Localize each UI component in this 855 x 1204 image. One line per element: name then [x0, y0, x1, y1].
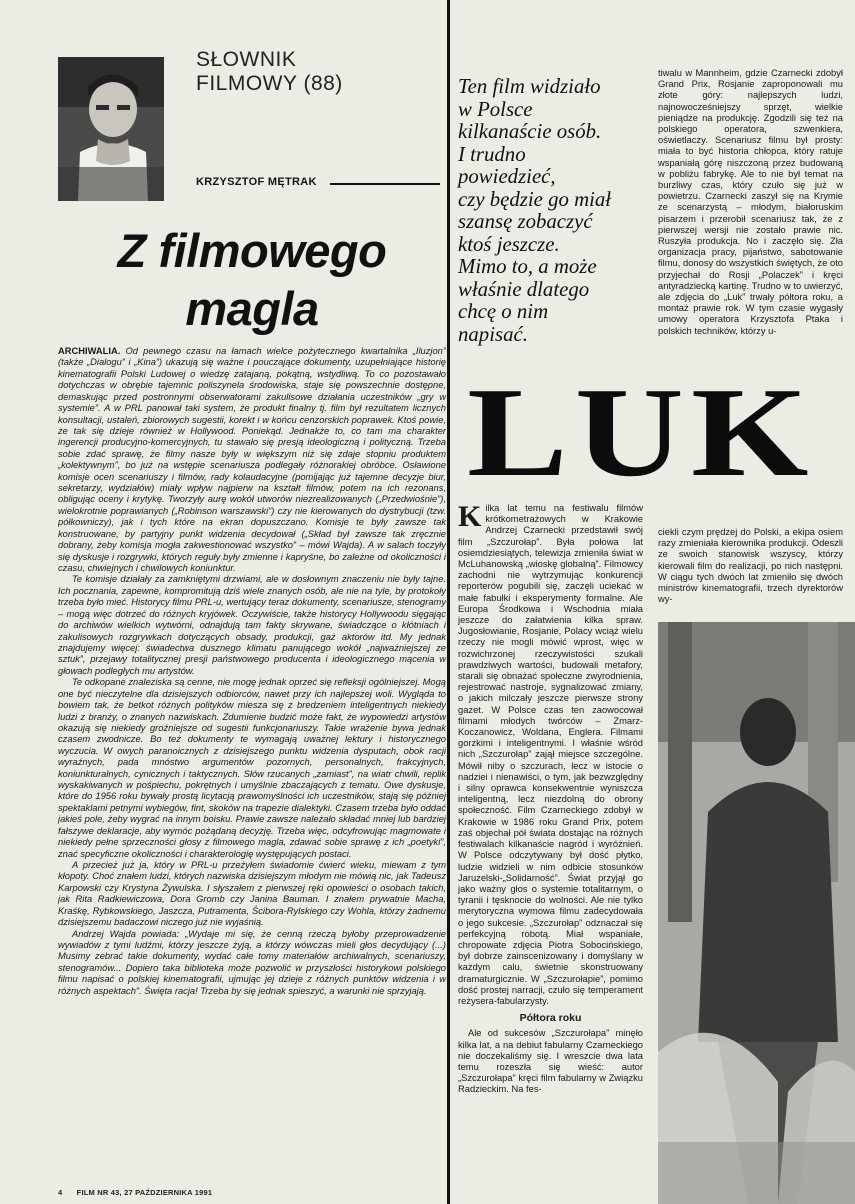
series-line-2: FILMOWY (88) [196, 72, 343, 95]
title-line-2: magla [185, 282, 319, 335]
series-heading [196, 48, 343, 96]
luk-column-top-right: tiwalu w Mannheim, gdzie Czarnecki zdobył Grand Prix, Rosjanie zaproponowali mu złote góry: najlepszych ludzi, najnowocześniejszy sprzęt, wielkie pieniądze na produkcję. Zgodzili się też na polskiego operatora, szwenkiera, oświetlaczy. Scenariusz filmu był prosty: miała to być historia chłopca, który ratuje wspaniałą górę niszczoną przez budowaną w pobliżu fabrykę. Ale to nie był temat na burzliwy czas, który czuło się już w powietrzu. Czarnecki zaszył się na Krymie ze scenarzystą – młodym, białoruskim pisarzem i przerobił scenariusz tak, że z pierwszej wersji nie zostało prawie nic. Ruszyła produkcja. No i zaczęło się. Zła organizacja pracy, pijaństwo, sabotowanie filmu, donosy do wszystkich świętych, że oto przyjechał do Rosji „Polaczek” i kręci antyradziecką kartinę. Trudno w to uwierzyć, ale zdjęcia do „Luk” trwały półtora roku, a montaż prawie rok. W tym czasie wygasły umowy operatora Krzysztofa Ptaka i polskich techników, którzy u- [658, 68, 843, 336]
article-paragraph: Te odkopane znaleziska są cenne, nie mogę jednak oprzeć się refleksji ogólniejszej. Mogą one być nieczytelne dla dzisiejszych odbiorców, nawet przy ich najlepszej woli. Wygląda to bowiem tak, że betkot różnych polityków miesza się z bredzeniem inteligentnych niekiedy ludzi z branży, o znanych nazwiskach. Zdumienie budzić może fakt, że wypowiedzi artystów okazują się niekiedy groźniejsze od sugestii funkcjonariuszy. Takie wrażenie bywa jednak czasem zwodnicze. Bo też dokumenty te wymagają uważnej lektury i historycznego wyczucia. W owych paranoicznych z dzisiejszego punktu widzenia dysputach, obok racji wyraźnych, pada mnóstwo argumentów pozornych, personalnych, frakcyjnych, koniunkturalnych, cynicznych i taktycznych. Słów rzucanych „zamiast”, na wiatr chwili, replik wyskakiwanych w pośpiechu, pokrętnych i umyślnie zbaczających z tematu. Owe dyskusje, które do 1956 roku bywały prostą licytacją prawomyślności ich uczestników, stają się później spektaklami petnymi wybiegów, fint, skoków na trapezie dialektyki. Czasem trzeba było oddać jakieś pole, żeby wygrać na innym boisku. Prawie zawsze należało składać mniej lub bardziej fałszywe deklaracje, aby wymóc pożądaną decyzję. Trzeba więc, odcyfrowując magmowate i niekiedy pełne sprzeczności głosy z filmowego magla, zdawać sobie sprawę z ich „poetyki”, znać specyficzne okoliczności i charakterologię występujących postaci. [58, 677, 446, 859]
pull-quote-line: w Polsce [458, 97, 533, 121]
pull-quote-line: kilkanaście osób. [458, 120, 602, 143]
page-footer [58, 1188, 212, 1197]
pull-quote-line: napisać. [458, 322, 528, 346]
page-number: 4 [58, 1188, 63, 1197]
dropcap: K [458, 503, 482, 533]
author-byline: KRZYSZTOF MĘTRAK [196, 176, 317, 188]
pull-quote-line: właśnie dlatego [458, 277, 590, 301]
issue-info: FILM NR 43, 27 PAŹDZIERNIKA 1991 [76, 1188, 213, 1197]
article-paragraph: Te komisje działały za zamkniętymi drzwiami, ale w dosłownym znaczeniu nie były tajne. Ich pocznania, zapewne, kompromitują dziś wiele znanych osób, ale nie na tyle, by protokoły trzeba było mieć. Historycy filmu PRL-u, wertujący teraz dokumenty, scenariusze, stenogramy – mogą więc dotrzeć do różnych kryjówek. Oczywiście, także historycy Hollywoodu sięgając do archiwów wielkich wytwórni, odnajdują tam fakty skrywane, świadczące o kłótniach i zakulisowych rozgrywkach dotyczących obsady, produkcji, gaż aktorów itd. My jednak znajdujemy więcej: świadectwa dusznego klimatu panującego wokół „najważniejszej ze sztuk”, przejawy totalitycznej presji państwowego producenta i ideologicznego mącenia w głowach podległych mu artystów. [58, 574, 446, 676]
article-paragraph: A przecież już ja, który w PRL-u przeżyłem świadomie ćwierć wieku, miewam z tym kłopoty. Choć znałem ludzi, których nazwiska dzisiejszym młodym nie mówią nic, jak Tadeusz Karpowski czy Krystyna Żywulska. I słyszałem z pierwszej ręki opowieści o osobach takich, jak Rita Radkiewiczowa, Dora Gromb czy Janina Bauman. I znałem prywatnie Macha, Kraśkę, Rybkowskiego, Jaszcza, Putramenta, Ścibora-Rylskiego czy Wohla, którzy żadnemu dzisiejszemu badaczowi niczego już nie wyjaśnią. [58, 859, 446, 928]
pull-quote-line: chcę o nim [458, 300, 549, 323]
article-title [58, 222, 446, 338]
pull-quote-line: szansę zobaczyć [458, 210, 593, 233]
bleed-through-text [390, 60, 399, 98]
pull-quote-line: I trudno [458, 142, 526, 166]
luk-intro-text: ilka lat temu na festiwalu filmów krótkometrażowych w Krakowie Andrzej Czarnecki przedstawił swój film „Szczurołap”. Była połowa lat osiemdziesiątych, telewizja zmieniła świat w McLuhanowską „wioskę globalną”. Filmowcy zachodni nie wytrzymując konkurencji reporterów pogubili się, zaczęli uciekać w małe fabułki i eksperymenty formalne. Ale Europa Środkowa i Wschodnia miała jeszcze do załatwienia kilka spraw. Jugosłowianie, Rosjanie, Polacy wciąż wielu rzeczy nie mogli mówić wprost, więc w rozwichrzonej rzeczywistości szukali prawdziwych wartości, budowali metafory, starali się obnażać społeczne zwyrodnienia, rejestrować nastroje, sygnalizować zmiany, o jakich milczały jeszcze pierwsze strony gazet. W Polsce czas ten zaowocował filmami młodych twórców – Zmarz-Koczanowicz, Woldana, Englera. Filmami gorzkimi i inteligentnymi. I właśnie wśród nich „Szczurołap” zajął miejsce szczególne. Mówił niby o szczurach, lecz w istocie o nadziei i nienawiści, o tym, jak bezwzględny i silny oprawca konsekwentnie wyniszcza inteligentną, lecz niezdolną do obrony społeczność. Film Czarneckiego zdobył w Krakowie w 1986 roku Grand Prix, potem zaś objechał pół świata dostając na różnych festiwalach kilkanaście nagród i wyróżnień. W Polsce odczytywany był dość płytko, ludzie widzieli w nim odbicie stosunków Jaruzelski-„Solidarność”. Świat przyjął go jako ważny głos o systemie totalitarnym, o tyranii i tęsknocie do wolności. Ale nie tylko merytoryczna wymowa filmu zadecydowała o jego sukcesie. „Szczurołap” odznaczał się perfekcyjną robotą. Miał wspaniałe, chropowate zdjęcia Piotra Sobocińskiego, był dobrze zainscenizowany i domyślany w każdym calu, świetnie skonstruowany dramaturgicznie. W „Szczurołapie”, pomimo dość prostej narracji, czuło się temperament reżysera-fabularzysty. [458, 503, 643, 1006]
luk-subhead: Półtora roku [519, 1012, 582, 1025]
luk-paragraph: Ale od sukcesów „Szczurołapa” minęło kilka lat, a na debiut fabularny Czarneckiego nie doczekaliśmy się. I wreszcie dwa lata temu rozeszła się wieść: autor „Szczurołapa” kręci film fabularny w Związku Radzieckim. Na fes- [458, 1028, 643, 1095]
luk-column-middle [458, 503, 643, 1198]
film-still-image [658, 622, 855, 1204]
article-body [58, 346, 446, 1186]
pull-quote-line: powiedzieć, [458, 165, 556, 188]
article-lead-paragraph [58, 346, 446, 574]
lead-text: Od pewnego czasu na łamach wielce pożytecznego kwartalnika „Iluzjon” (także „Dialogu” i „Kina”) ukazują się ważne i pouczające dokumenty, uzupełniające historię kinematografii Polski Ludowej o wiedzę zatajaną, pokątną, wstydliwą. To co pozostawało dotychczas w obrębie tajemnic poliszynela środowiska, staje się powszechnie dostępne, demaskując przed postronnymi obserwatorami zakulisowe działania uczestników „gry w systemie”. A w PRL panował taki system, że produkt finalny tj. film był rezultatem licznych konsultacji, ustaleń, zbiorowych sugestii, korekt i w końcu cenzorskich poprawek. Ktoś powie, że tak się dzieje również w Hollywood. Poniekąd. Jednakże to, co tam ma charakter ingerencji producyjno-komercyjnych, tu stawało się presją ideologiczną i polityczną. Trzeba sobie zdać sprawę, że filmy nasze były w większym niż się zdaje stopniu produktem „kolektywnym”, bo już na wstępie scenariusza podlegały różnorakiej obróbce. Osławione komisje ocen scenariuszy i filmów, rady kolaudacyjne (pomijając już tajemne decyzje biur, sekretarzy, wydziałów) miały wpływ najpierw na kształt filmów, potem na ich rezonans, obligując oceny i krytykę. Tworzyły aurę wokół utworów niezrealizowanych („Przedwiośnie”), wielokrotnie poprawianych („Robinson warszawski”) czy nie kierowanych do dystrybucji (tzw. półkowniczy), jak i tych które na ekran dopuszczano. Komisje te były zawsze tak konstruowane, by partyjny punkt widzenia decydował („Skład był zawsze tak zręcznie dobrany, żeby komisja mogła zakwestionować wszystko” – mówi Wajda). A w salach toczyły się dyskusje i rozgrywki, których reguły były zmienne i kapryśne, bo zależne od okoliczności i czasu, chwiejnych i chwilowych koniunktur. [58, 346, 446, 574]
pull-quote-line: Ten film widziało [458, 75, 601, 98]
pull-quote-line: czy będzie go miał [458, 187, 612, 211]
series-line-1: SŁOWNIK [196, 48, 297, 71]
pull-quote-line: Mimo to, a może [458, 255, 597, 278]
title-line-1: Z filmowego [117, 224, 387, 277]
luk-column-right-low: ciekli czym prędzej do Polski, a ekipa osiem razy zmieniała kierownika produkcji. Odeszli ze swoich stanowisk wszyscy, którzy kierowali film do realizacji, po nich następni. W ciągu tych dwóch lat zmieniło się dwóch ministrów kinematografii, trzech dyrektorów wy- [658, 527, 843, 605]
film-still-photo [658, 622, 855, 1204]
luk-title: LUK [467, 361, 816, 503]
column-divider [447, 0, 450, 1204]
pull-quote-line: ktoś jeszcze. [458, 232, 560, 256]
author-portrait-image [58, 57, 164, 201]
pull-quote [458, 76, 644, 346]
lead-word: ARCHIWALIA. [58, 346, 121, 356]
author-rule [330, 183, 440, 185]
article-paragraph: Andrzej Wajda powiada: „Wydaje mi się, że cenną rzeczą byłoby przeprowadzenie wywiadów z tymi ludźmi, którzy jeszcze żyją, a którzy wówczas mieli głos decydujący (...) Musimy zebrać takie dokumenty, wydać całe tomy materiałów archiwalnych, scenariuszy, stenogramów... Dopiero taka biblioteka może pozwolić w przyszłości historykowi polskiego filmu napisać o polskiej kinematografii, ujmując jej dzieje z różnych punktów widzenia i w różnych aspektach”. Święta racja! Trzeba by się jednak spieszyć, a warunki nie sprzyjają. [58, 928, 446, 996]
author-photo [58, 57, 164, 201]
